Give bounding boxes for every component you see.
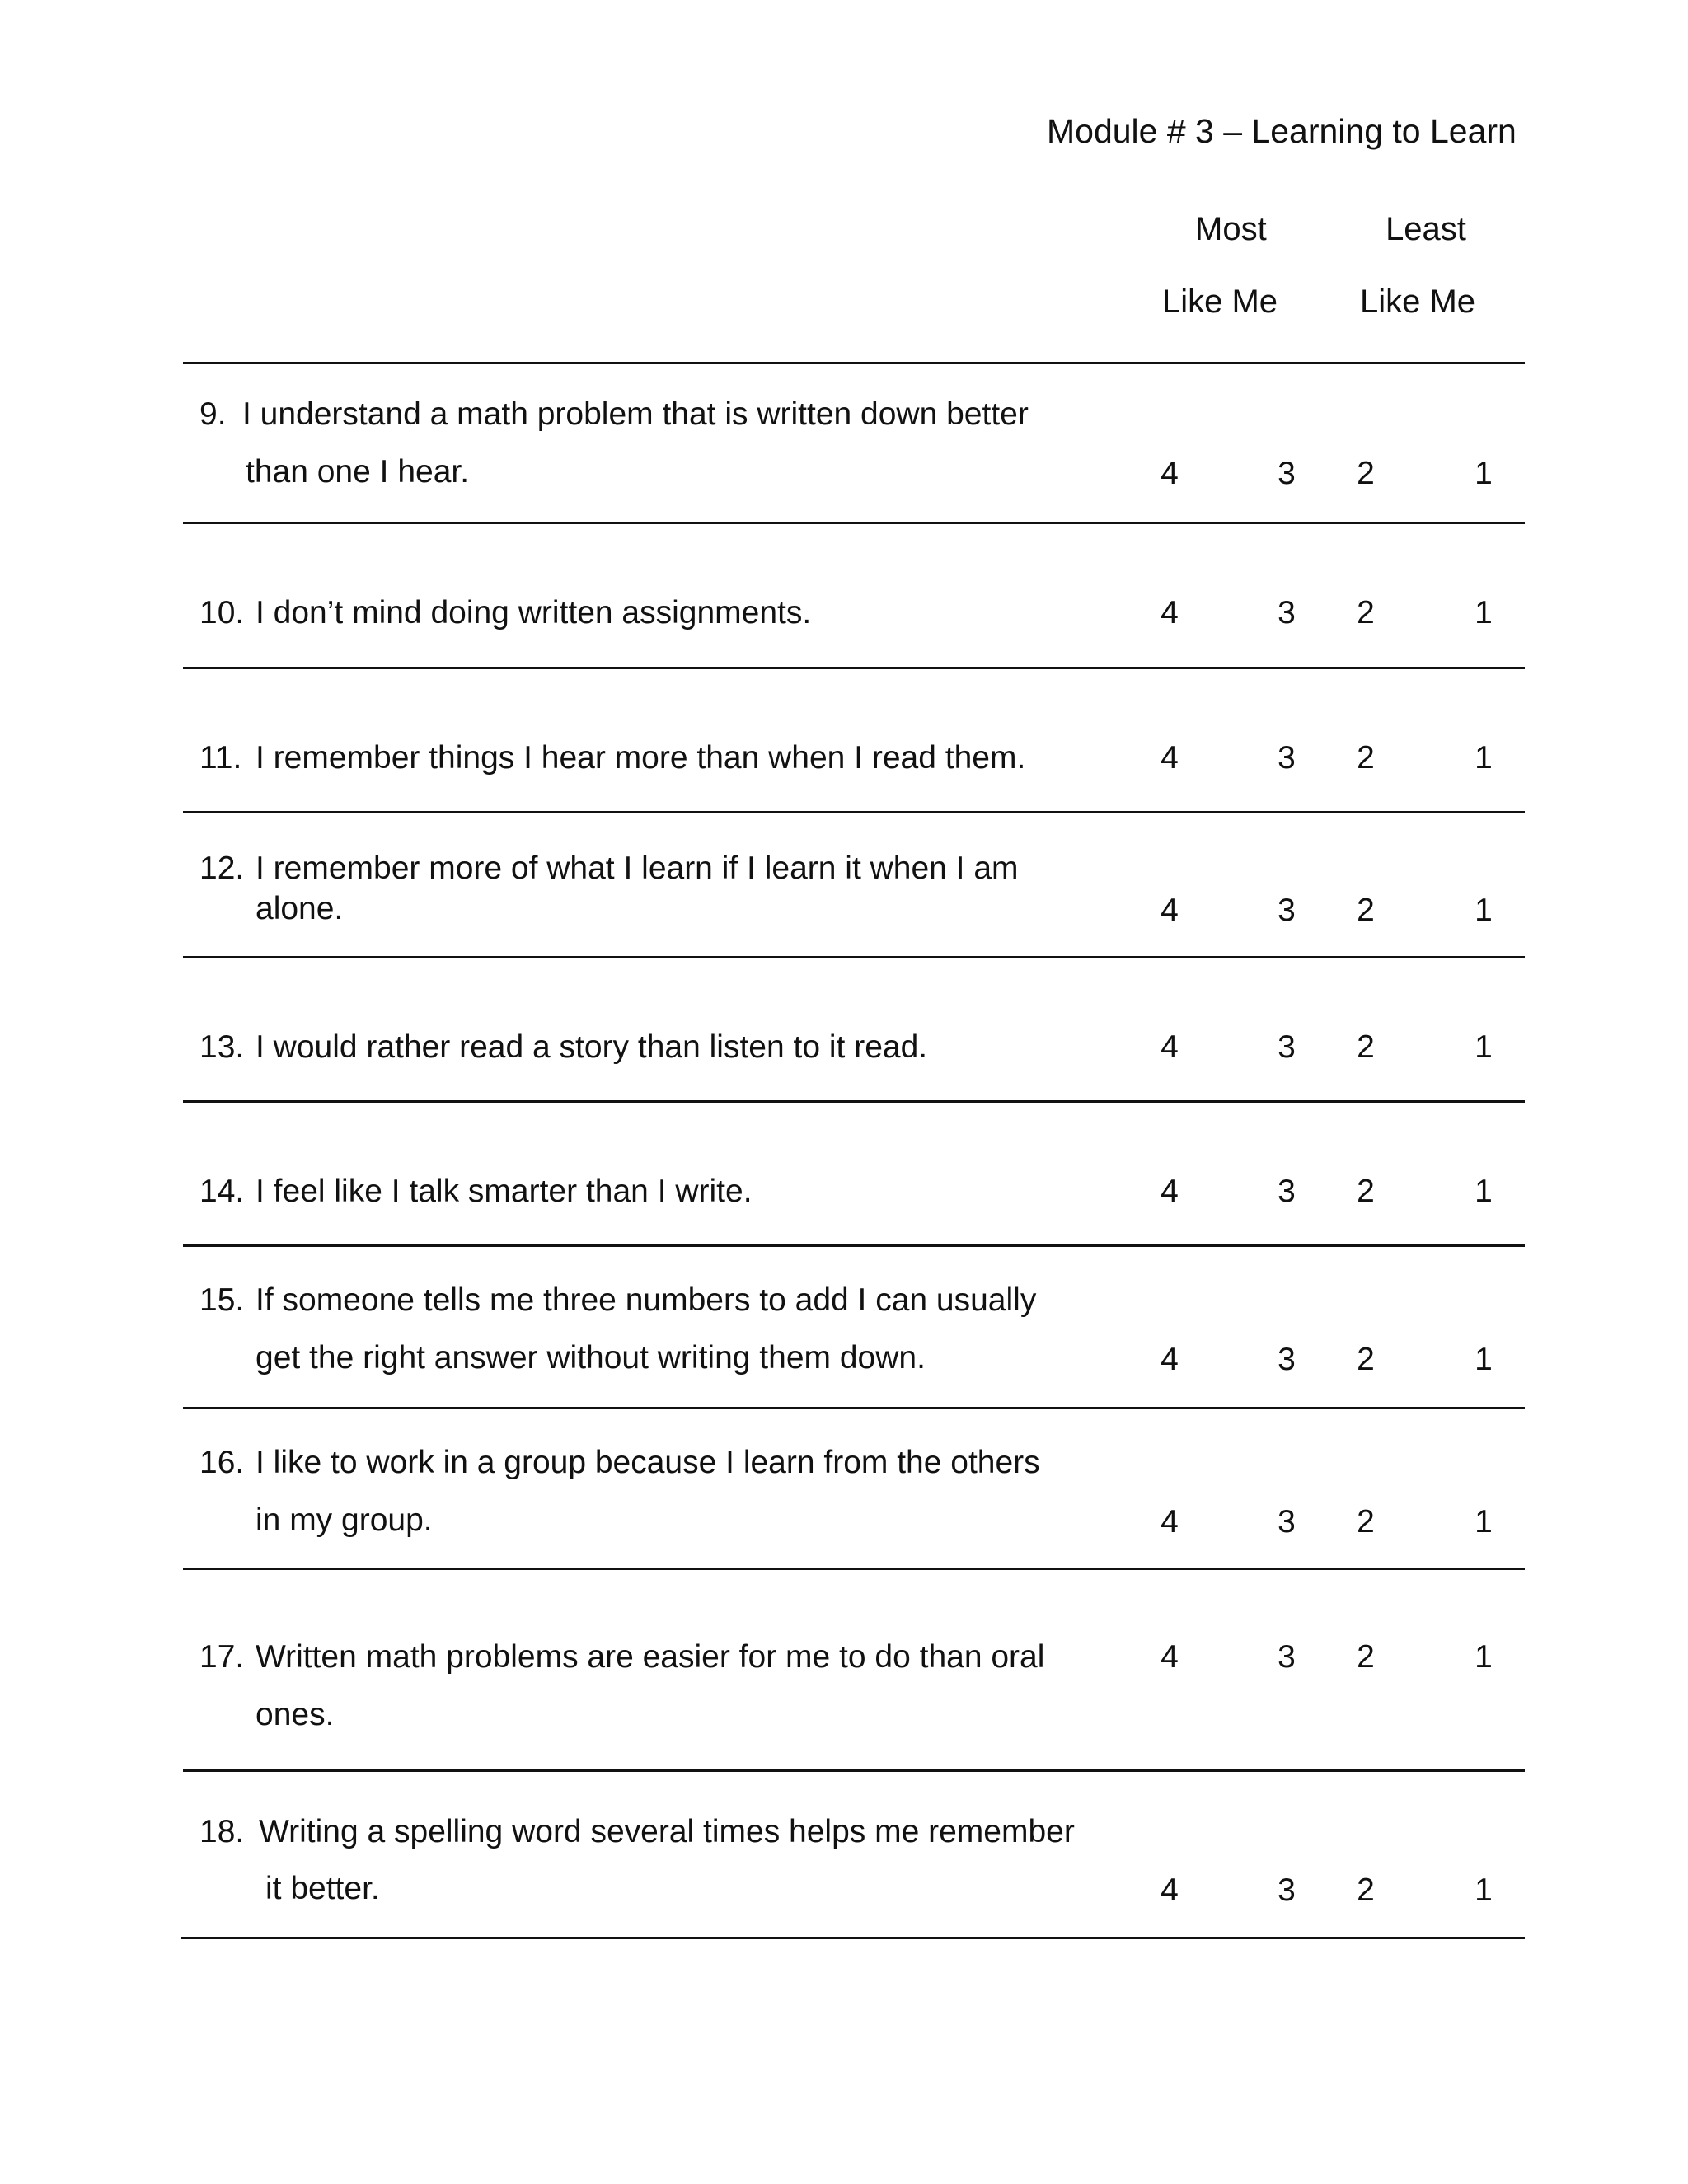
rating-3[interactable]: 3 (1278, 456, 1296, 491)
rating-3[interactable]: 3 (1278, 1029, 1296, 1065)
rating-3[interactable]: 3 (1278, 893, 1296, 928)
rating-2[interactable]: 2 (1357, 740, 1375, 776)
item-number: 9. (199, 396, 227, 432)
rating-2[interactable]: 2 (1357, 456, 1375, 491)
question-text-line1: I would rather read a story than listen to it read. (256, 1029, 928, 1065)
least-label: Least (1386, 211, 1466, 247)
rating-2[interactable]: 2 (1357, 893, 1375, 928)
rating-2[interactable]: 2 (1357, 1639, 1375, 1675)
rating-1[interactable]: 1 (1475, 1029, 1493, 1065)
rating-3[interactable]: 3 (1278, 1504, 1296, 1540)
rating-4[interactable]: 4 (1160, 1504, 1179, 1540)
question-text-line1: If someone tells me three numbers to add I can usually (256, 1282, 1037, 1318)
question-item-9 (183, 362, 1525, 522)
item-number: 10. (199, 595, 245, 630)
question-text-line1: I understand a math problem that is written down better (242, 396, 1029, 432)
question-text-line2: ones. (256, 1697, 335, 1732)
question-text-line2: it better. (265, 1871, 380, 1906)
item-number: 16. (199, 1445, 245, 1480)
rating-1[interactable]: 1 (1475, 1342, 1493, 1377)
rating-1[interactable]: 1 (1475, 740, 1493, 776)
rating-1[interactable]: 1 (1475, 1872, 1493, 1908)
question-item-10 (183, 522, 1525, 667)
item-number: 13. (199, 1029, 245, 1065)
rating-1[interactable]: 1 (1475, 893, 1493, 928)
item-number: 18. (199, 1814, 245, 1849)
rating-3[interactable]: 3 (1278, 1174, 1296, 1209)
rating-2[interactable]: 2 (1357, 1342, 1375, 1377)
rating-4[interactable]: 4 (1160, 1174, 1179, 1209)
rating-4[interactable]: 4 (1160, 456, 1179, 491)
question-item-12 (183, 811, 1525, 956)
rating-2[interactable]: 2 (1357, 1174, 1375, 1209)
rating-1[interactable]: 1 (1475, 1504, 1493, 1540)
question-text-line1: Writing a spelling word several times helps me remember (259, 1814, 1075, 1849)
most-label: Most (1195, 211, 1267, 247)
rating-2[interactable]: 2 (1357, 1029, 1375, 1065)
question-text-line1: I remember more of what I learn if I learn it when I am (256, 851, 1019, 886)
item-number: 12. (199, 851, 245, 886)
bottom-divider (181, 1937, 1525, 1939)
question-item-13 (183, 956, 1525, 1100)
rating-4[interactable]: 4 (1160, 595, 1179, 630)
question-text-line1: I like to work in a group because I learn from the others (256, 1445, 1040, 1480)
item-number: 11. (199, 740, 242, 776)
question-text-line1: I don’t mind doing written assignments. (256, 595, 812, 630)
item-number: 14. (199, 1174, 245, 1209)
question-item-14 (183, 1100, 1525, 1244)
rating-1[interactable]: 1 (1475, 595, 1493, 630)
least-like-me-label: Like Me (1359, 284, 1476, 320)
rating-4[interactable]: 4 (1160, 1342, 1179, 1377)
question-text-line1: Written math problems are easier for me to do than oral (256, 1639, 1045, 1675)
rating-3[interactable]: 3 (1278, 595, 1296, 630)
rating-3[interactable]: 3 (1278, 1639, 1296, 1675)
rating-3[interactable]: 3 (1278, 740, 1296, 776)
rating-4[interactable]: 4 (1160, 893, 1179, 928)
question-text-line1: I feel like I talk smarter than I write. (256, 1174, 753, 1209)
most-like-me-label: Like Me (1161, 284, 1278, 320)
rating-1[interactable]: 1 (1475, 1639, 1493, 1675)
rating-2[interactable]: 2 (1357, 1504, 1375, 1540)
question-item-16 (183, 1407, 1525, 1568)
rating-4[interactable]: 4 (1160, 1639, 1179, 1675)
rating-2[interactable]: 2 (1357, 1872, 1375, 1908)
question-text-line2: get the right answer without writing them down. (256, 1340, 926, 1376)
module-title: Module # 3 – Learning to Learn (1047, 112, 1517, 150)
rating-1[interactable]: 1 (1475, 456, 1493, 491)
question-text-line2: alone. (256, 891, 344, 926)
rating-3[interactable]: 3 (1278, 1872, 1296, 1908)
question-item-15 (183, 1244, 1525, 1407)
item-number: 15. (199, 1282, 245, 1318)
question-item-17 (183, 1568, 1525, 1769)
question-text-line2: than one I hear. (246, 454, 470, 490)
rating-2[interactable]: 2 (1357, 595, 1375, 630)
rating-4[interactable]: 4 (1160, 740, 1179, 776)
rating-3[interactable]: 3 (1278, 1342, 1296, 1377)
question-item-11 (183, 667, 1525, 811)
rating-1[interactable]: 1 (1475, 1174, 1493, 1209)
question-text-line2: in my group. (256, 1502, 433, 1538)
question-text-line1: I remember things I hear more than when I read them. (256, 740, 1026, 776)
question-item-18 (183, 1769, 1525, 1937)
rating-4[interactable]: 4 (1160, 1872, 1179, 1908)
item-number: 17. (199, 1639, 245, 1675)
rating-4[interactable]: 4 (1160, 1029, 1179, 1065)
